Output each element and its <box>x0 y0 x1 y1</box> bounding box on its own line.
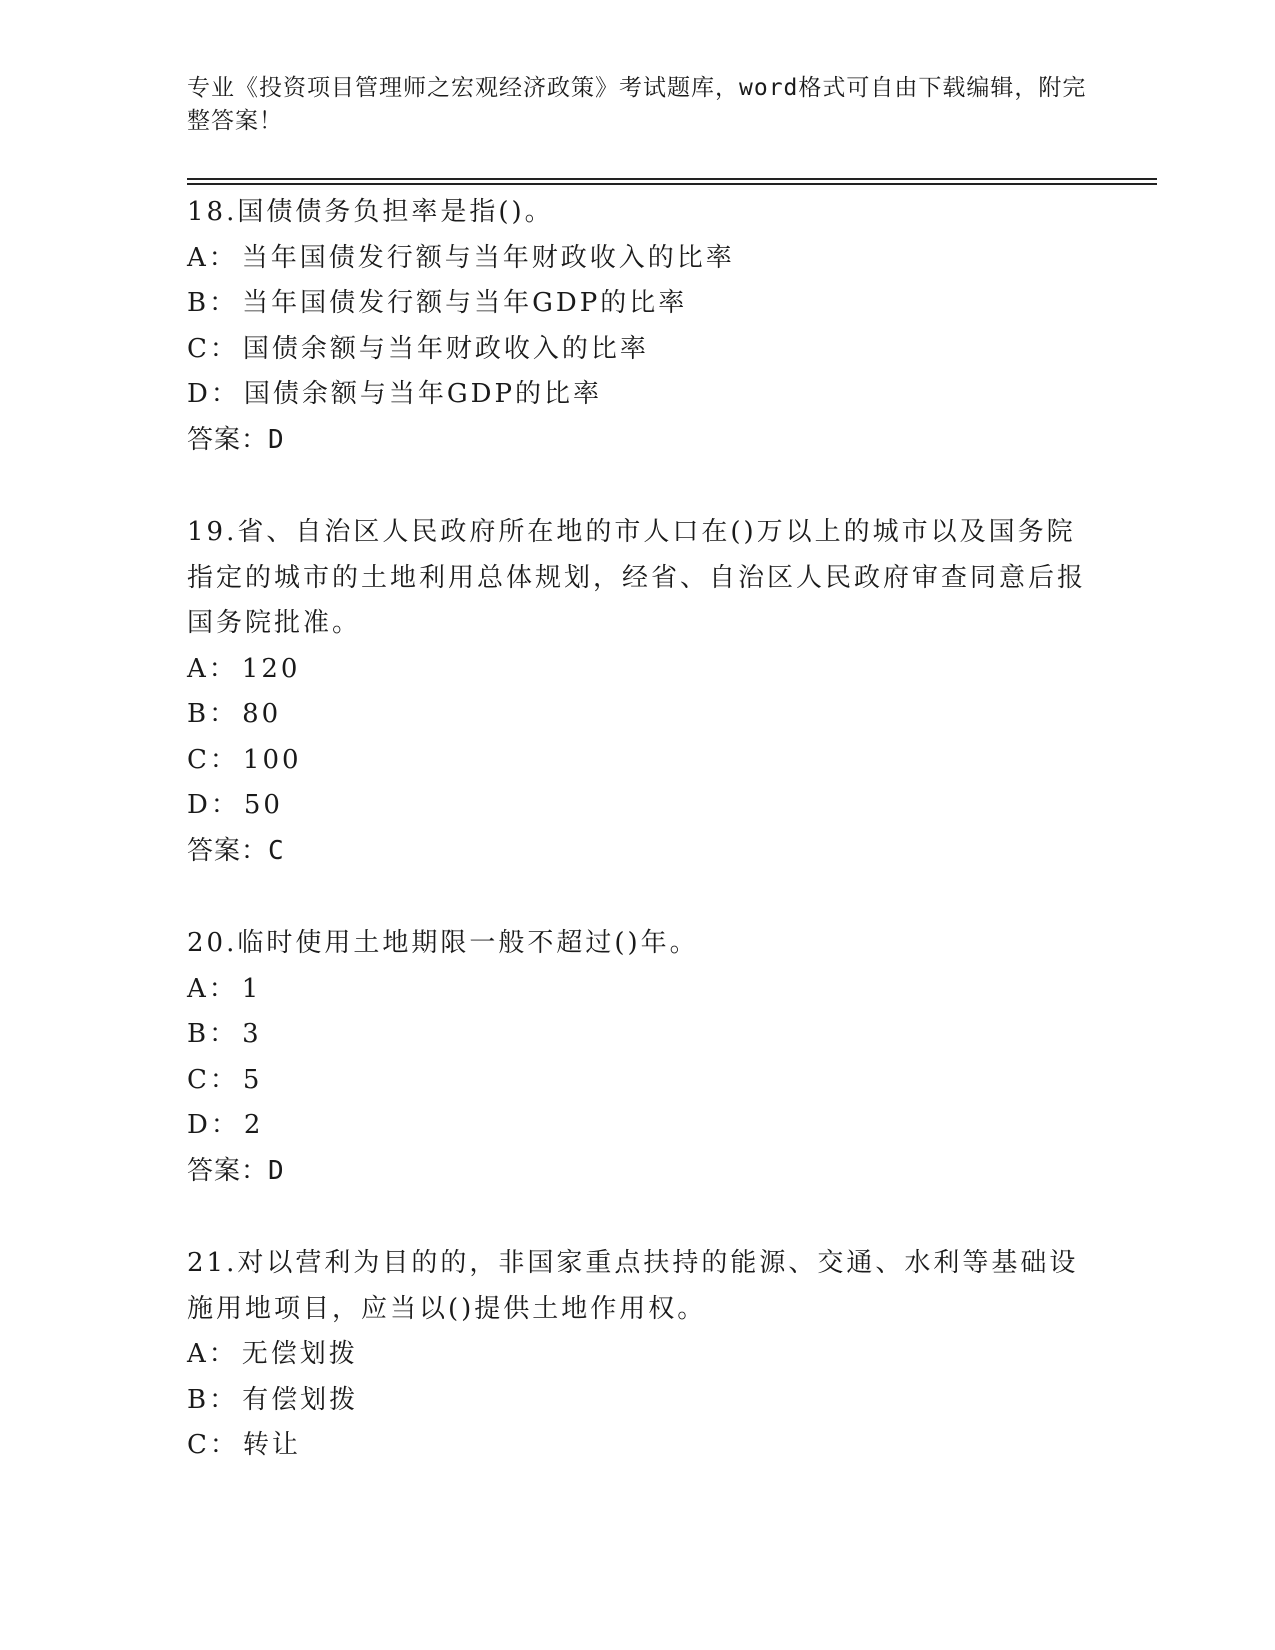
option-d <box>187 1103 1087 1149</box>
option-b <box>187 1378 1087 1424</box>
option-text: 120 <box>241 653 301 684</box>
option-text: 50 <box>243 790 283 820</box>
option-key: B： <box>187 1384 239 1415</box>
document-page <box>187 0 1157 1650</box>
option-key: A： <box>187 1339 238 1369</box>
option-text: 1 <box>241 973 262 1004</box>
option-text: 当年国债发行额与当年财政收入的比率 <box>241 242 735 273</box>
option-a <box>187 967 1087 1013</box>
option-key: D： <box>187 1110 240 1140</box>
question-20 <box>187 921 1087 1194</box>
question-stem: 21.对以营利为目的的，非国家重点扶持的能源、交通、水利等基础设施用地项目，应当以()提供土地作用权。 <box>187 1248 1079 1324</box>
option-key: A： <box>187 973 238 1004</box>
option-text: 国债余额与当年财政收入的比率 <box>242 333 649 364</box>
question-list <box>187 190 1087 1516</box>
option-d <box>187 372 1087 418</box>
question-stem: 18.国债债务负担率是指()。 <box>187 197 554 227</box>
option-text: 5 <box>242 1064 263 1095</box>
answer-line: 答案：C <box>187 835 285 866</box>
question-18 <box>187 190 1087 463</box>
option-a <box>187 1332 1087 1378</box>
option-text: 2 <box>243 1110 264 1140</box>
option-d <box>187 783 1087 829</box>
option-b <box>187 692 1087 738</box>
option-text: 无偿划拨 <box>241 1339 358 1369</box>
option-text: 当年国债发行额与当年GDP的比率 <box>242 288 688 318</box>
option-c <box>187 1058 1087 1104</box>
option-key: C： <box>187 1430 239 1460</box>
option-c <box>187 327 1087 373</box>
option-key: D： <box>187 379 240 409</box>
option-key: A： <box>187 653 238 684</box>
header-divider-bottom <box>187 183 1157 185</box>
question-stem: 20.临时使用土地期限一般不超过()年。 <box>187 928 699 958</box>
option-a <box>187 647 1087 693</box>
question-21 <box>187 1241 1087 1469</box>
option-key: A： <box>187 242 238 273</box>
question-stem: 19.省、自治区人民政府所在地的市人口在()万以上的城市以及国务院指定的城市的土地利用总体规划，经省、自治区人民政府审查同意后报国务院批准。 <box>187 517 1087 638</box>
option-b <box>187 281 1087 327</box>
option-key: B： <box>187 288 239 318</box>
option-key: B： <box>187 1019 239 1049</box>
option-text: 有偿划拨 <box>242 1384 359 1415</box>
header-divider-top <box>187 178 1157 180</box>
answer-line: 答案：D <box>187 424 285 455</box>
document-header: 专业《投资项目管理师之宏观经济政策》考试题库，word格式可自由下载编辑，附完整答案！ <box>187 75 1087 134</box>
option-key: C： <box>187 333 239 364</box>
option-a <box>187 236 1087 282</box>
option-b <box>187 1012 1087 1058</box>
option-c <box>187 738 1087 784</box>
option-text: 国债余额与当年GDP的比率 <box>243 379 602 409</box>
answer-line: 答案：D <box>187 1155 285 1186</box>
option-text: 转让 <box>242 1430 301 1460</box>
question-19 <box>187 510 1087 874</box>
option-text: 100 <box>242 744 302 775</box>
option-text: 3 <box>242 1019 262 1049</box>
option-key: D： <box>187 790 240 820</box>
option-text: 80 <box>242 699 282 729</box>
option-c <box>187 1423 1087 1469</box>
option-key: C： <box>187 1064 239 1095</box>
option-key: B： <box>187 699 239 729</box>
option-key: C： <box>187 744 239 775</box>
